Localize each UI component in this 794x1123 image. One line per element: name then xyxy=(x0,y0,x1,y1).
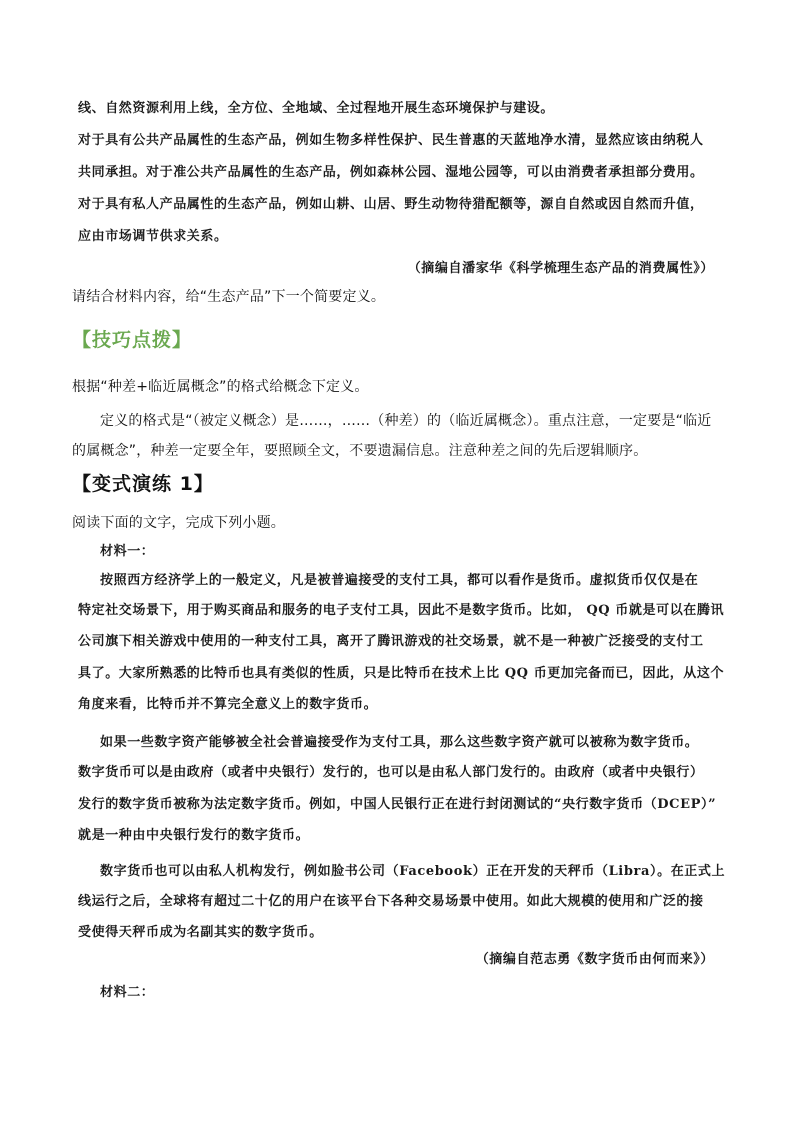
question-text: 请结合材料内容，给“生态产品”下一个简要定义。 xyxy=(72,289,386,305)
passage-line-2: 对于具有公共产品属性的生态产品，例如生物多样性保护、民生普惠的天蓝地净水清，显然应该由纳税人 xyxy=(78,133,704,148)
passage-line-4: 对于具有私人产品属性的生态产品，例如山耕、山居、野生动物待猎配额等，源自自然或因自然而升值， xyxy=(78,197,704,212)
para1-line-3: 公司旗下相关游戏中使用的一种支付工具，离开了腾讯游戏的社交场景，就不是一种被广泛接受的支付工 xyxy=(78,634,704,649)
tips-line-3: 的属概念”，种差一定要全年，要照顾全文，不要遗漏信息。注意种差之间的先后逻辑顺序。 xyxy=(72,443,648,459)
para3-line-3: 受使得天秤币成为名副其实的数字货币。 xyxy=(78,925,323,940)
tips-line-2: 定义的格式是“（被定义概念）是……，……（种差）的（临近属概念）。重点注意，一定要是“临近 xyxy=(100,413,712,429)
passage-source: （摘编自潘家华《科学梳理生态产品的消费属性》） xyxy=(407,261,714,276)
para2-line-2: 数字货币可以是由政府（或者中央银行）发行的，也可以是由私人部门发行的。由政府（或者中央银行） xyxy=(78,765,704,780)
para3-line-2: 线运行之后，全球将有超过二十亿的用户在该平台下各种交易场景中使用。如此大规模的使用和广泛的接 xyxy=(78,894,704,909)
material2-label: 材料二： xyxy=(100,985,155,1000)
tips-line-1: 根据“种差+临近属概念”的格式给概念下定义。 xyxy=(72,379,369,395)
passage-line-3: 共同承担。对于准公共产品属性的生态产品，例如森林公园、湿地公园等，可以由消费者承担部分费用。 xyxy=(78,165,704,180)
para1-line-5: 角度来看，比特币并不算完全意义上的数字货币。 xyxy=(78,697,378,712)
para2-line-4: 就是一种由中央银行发行的数字货币。 xyxy=(78,828,310,843)
para1-line-1: 按照西方经济学上的一般定义，凡是被普遍接受的支付工具，都可以看作是货币。虚拟货币仅仅是在 xyxy=(100,573,699,588)
para1-line-4: 具了。大家所熟悉的比特币也具有类似的性质，只是比特币在技术上比 QQ 币更加完备而已，因此，从这个 xyxy=(78,666,725,681)
material1-label: 材料一： xyxy=(100,544,155,559)
para1-line-2: 特定社交场景下，用于购买商品和服务的电子支付工具，因此不是数字货币。比如， QQ 币就是可以在腾讯 xyxy=(78,603,725,618)
practice-heading: 【变式演练 1】 xyxy=(72,473,214,495)
para2-line-3: 发行的数字货币被称为法定数字货币。例如，中国人民银行正在进行封闭测试的“央行数字货币（DCEP）” xyxy=(78,797,717,812)
passage-line-1: 线、自然资源利用上线，全方位、全地域、全过程地开展生态环境保护与建设。 xyxy=(78,101,555,116)
tips-heading: 【技巧点拨】 xyxy=(72,329,193,351)
para3-line-1: 数字货币也可以由私人机构发行，例如脸书公司（Facebook）正在开发的天秤币（Libra）。在正式上 xyxy=(100,864,726,879)
passage-line-5: 应由市场调节供求关系。 xyxy=(78,229,228,244)
para2-line-1: 如果一些数字资产能够被全社会普遍接受作为支付工具，那么这些数字资产就可以被称为数字货币。 xyxy=(100,735,699,750)
practice-source: （摘编自范志勇《数字货币由何而来》） xyxy=(475,952,714,967)
practice-instruction: 阅读下面的文字，完成下列小题。 xyxy=(72,515,285,531)
